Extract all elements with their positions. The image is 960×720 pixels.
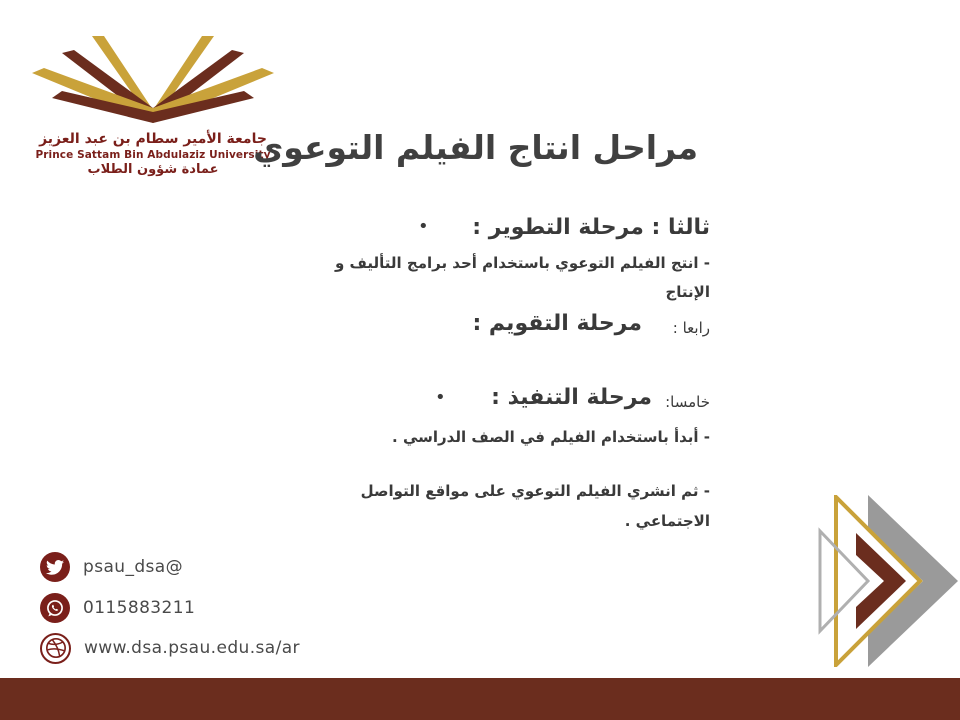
whatsapp-contact[interactable]	[40, 593, 195, 623]
stage5-prefix: خامسا:	[665, 393, 710, 411]
slide-title: مراحل انتاج الفيلم التوعوي	[253, 128, 698, 167]
twitter-handle: psau_dsa@	[83, 557, 184, 577]
stage5-line1: - أبدأ باستخدام الفيلم في الصف الدراسي .	[392, 428, 710, 446]
twitter-contact[interactable]	[40, 552, 183, 582]
bullet-dot: •	[435, 387, 446, 408]
stage5-line3: الاجتماعي .	[624, 512, 710, 530]
stage3-line2: الإنتاج	[665, 283, 710, 301]
website-contact[interactable]	[40, 633, 300, 663]
stage5-line2: - ثم انشري الفيلم التوعوي على مواقع التواصل	[360, 482, 710, 500]
stage4-heading: مرحلة التقويم :	[472, 311, 642, 336]
dribbble-globe-icon	[40, 633, 71, 664]
website-url: www.dsa.psau.edu.sa/ar	[84, 638, 300, 658]
bullet-dot: •	[418, 216, 429, 237]
university-logo	[22, 28, 290, 188]
twitter-icon	[40, 552, 70, 582]
book-emblem-icon	[22, 28, 284, 133]
logo-arabic-name: جامعة الأمير سطام بن عبد العزيز	[39, 131, 267, 147]
stage5-heading: مرحلة التنفيذ :	[491, 385, 652, 410]
whatsapp-icon	[40, 593, 70, 623]
logo-english-name: Prince Sattam Bin Abdulaziz University	[35, 149, 271, 161]
footer-bar	[0, 678, 960, 720]
stage3-heading: ثالثا : مرحلة التطوير :	[472, 215, 710, 240]
whatsapp-number: 0115883211	[83, 598, 196, 618]
decorative-arrows	[808, 495, 960, 667]
logo-deanship: عمادة شؤون الطلاب	[87, 162, 219, 177]
stage4-prefix: رابعا :	[672, 319, 710, 337]
stage3-line1: - انتج الفيلم التوعوي باستخدام أحد برامج التأليف و	[334, 254, 710, 272]
